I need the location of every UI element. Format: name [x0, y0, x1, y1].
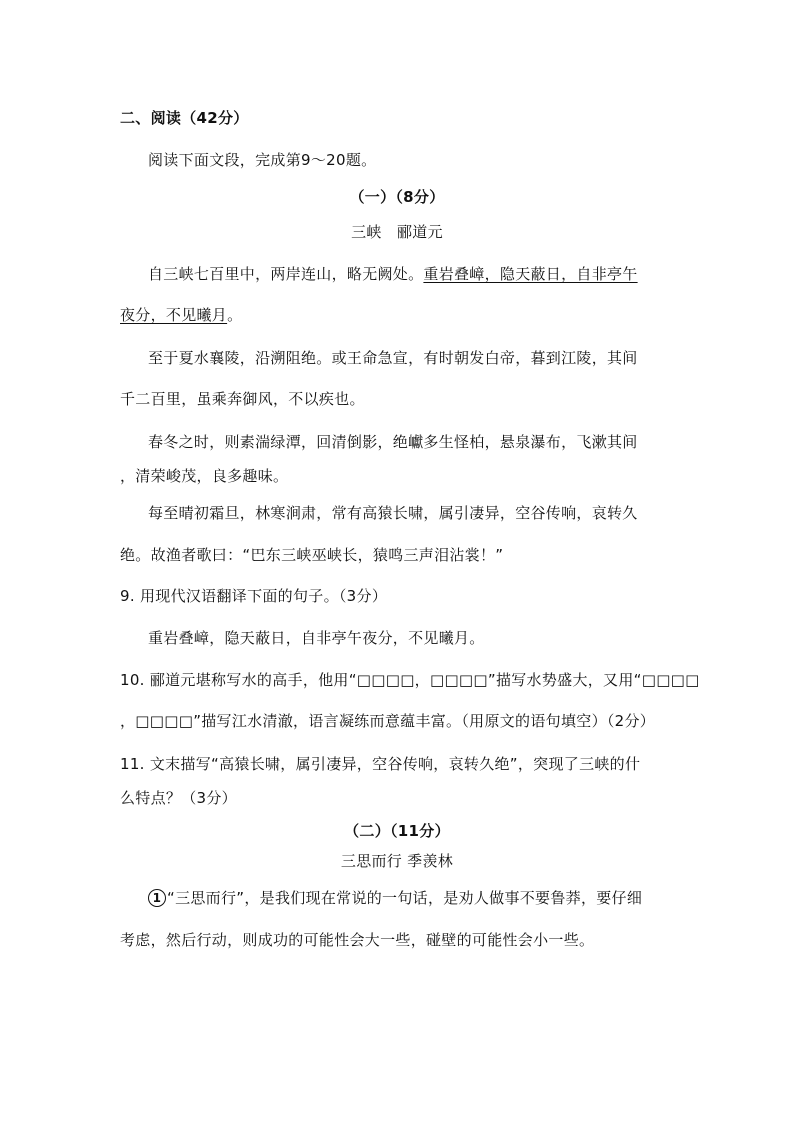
- passage1-p4-line2: 绝。故渔者歌曰：“巴东三峡巫峡长，猿鸣三声泪沾裳！”: [120, 546, 504, 564]
- passage1-p3-line2: ，清荣峻茂，良多趣味。: [120, 467, 289, 485]
- section-intro: 阅读下面文段，完成第9～20题。: [148, 151, 377, 169]
- passage2-subtitle: 三思而行 季羡林: [340, 852, 454, 870]
- passage1-p1-line1: [148, 264, 638, 284]
- question-10-line2: ，□□□□”描写江水清澈，语言凝练而意蕴丰富。（用原文的语句填空）（2分）: [120, 712, 656, 730]
- passage2-p1-text: “三思而行”，是我们现在常说的一句话，是劝人做事不要鲁莽，要仔细: [167, 889, 643, 907]
- passage1-title: （一）（8分）: [349, 188, 445, 206]
- paragraph-number-badge: 1: [148, 889, 166, 907]
- p1-line2-end: 。: [227, 306, 243, 324]
- passage2-title: （二）（11分）: [344, 822, 450, 840]
- passage1-subtitle: 三峡 郦道元: [351, 223, 443, 241]
- passage1-p3-line1: 春冬之时，则素湍绿潭，回清倒影，绝巘多生怪柏，悬泉瀑布，飞漱其间: [148, 433, 638, 451]
- p1-plain-text: 自三峡七百里中，两岸连山，略无阙处。: [148, 265, 424, 283]
- question-9-sentence: 重岩叠嶂，隐天蔽日，自非亭午夜分，不见曦月。: [148, 629, 485, 647]
- passage2-p1-line2: 考虑，然后行动，则成功的可能性会大一些，碰壁的可能性会小一些。: [120, 931, 595, 949]
- passage1-p4-line1: 每至晴初霜旦，林寒涧肃，常有高猿长啸，属引凄异，空谷传响，哀转久: [148, 504, 638, 522]
- question-10-line1: 10. 郦道元堪称写水的高手，他用“□□□□，□□□□”描写水势盛大，又用“□□□□: [120, 671, 700, 689]
- passage1-p2-line2: 千二百里，虽乘奔御风，不以疾也。: [120, 390, 365, 408]
- passage1-p1-line2: [120, 305, 242, 325]
- p1-underlined-text-cont: 夜分，不见曦月: [120, 306, 228, 324]
- question-11-line1: 11. 文末描写“高猿长啸，属引凄异，空谷传响，哀转久绝”，突现了三峡的什: [120, 755, 641, 773]
- passage1-p2-line1: 至于夏水襄陵，沿溯阻绝。或王命急宣，有时朝发白帝，暮到江陵，其间: [148, 349, 638, 367]
- p1-underlined-text: 重岩叠嶂，隐天蔽日，自非亭午: [423, 265, 638, 283]
- question-9: 9. 用现代汉语翻译下面的句子。（3分）: [120, 587, 388, 605]
- section-heading: 二、阅读（42分）: [120, 109, 249, 127]
- passage2-p1-line1: [148, 888, 642, 908]
- question-11-line2: 么特点？（3分）: [120, 789, 237, 807]
